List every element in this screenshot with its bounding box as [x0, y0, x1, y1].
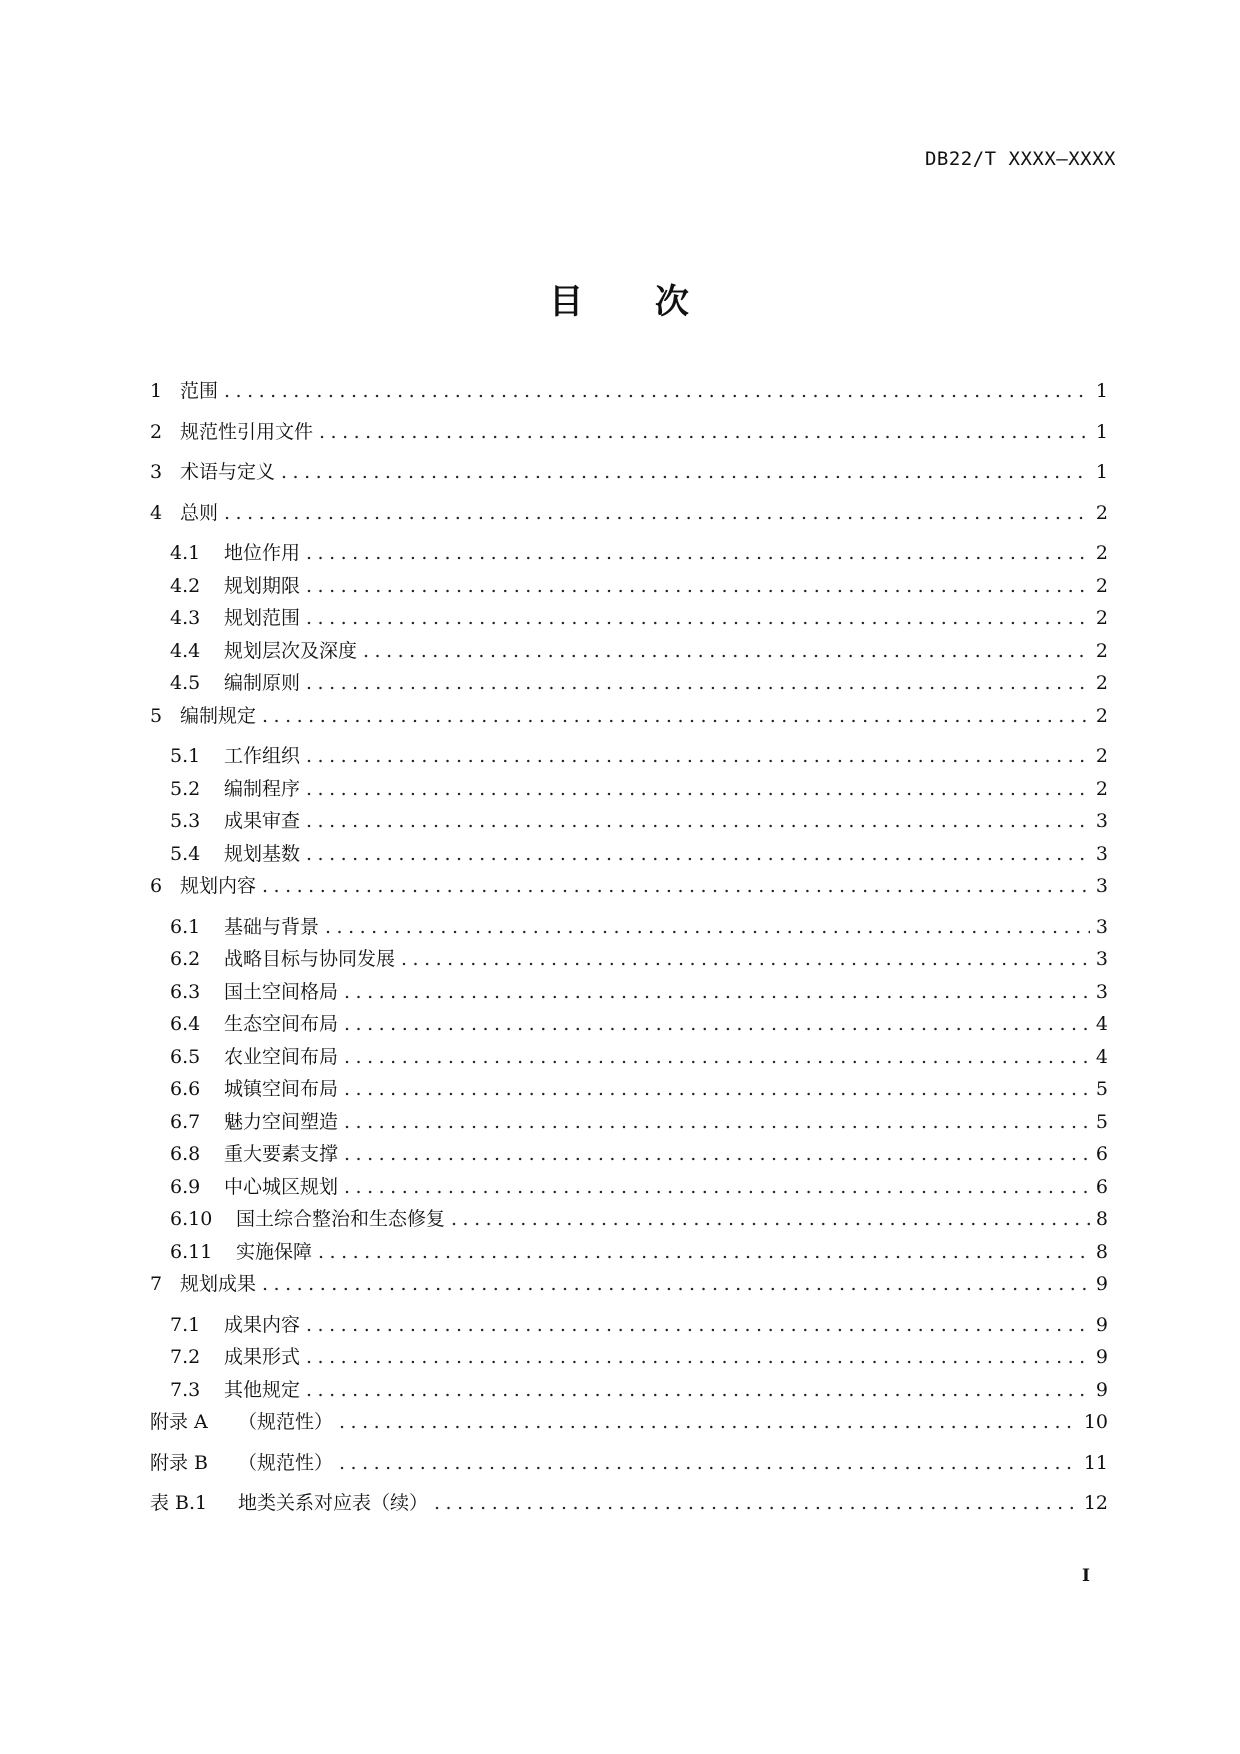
toc-entry-label: 地类关系对应表（续） [238, 1492, 429, 1514]
toc-entry-label: 范围 [180, 380, 219, 402]
toc-entry[interactable] [150, 944, 1108, 977]
toc-entry-number: 7 [150, 1273, 163, 1295]
toc-entry-number: 6.5 [170, 1045, 201, 1068]
document-code: DB22/T XXXX—XXXX [924, 148, 1116, 170]
toc-leader-dots [344, 1046, 1090, 1068]
toc-leader-dots [306, 1346, 1090, 1368]
toc-leader-dots [339, 1411, 1078, 1433]
page-title: 目 次 [549, 282, 691, 322]
toc-entry-page: 2 [1095, 777, 1108, 800]
toc-entry-page: 3 [1095, 948, 1108, 970]
toc-entry-page: 9 [1095, 1313, 1108, 1336]
toc-entry-label: 规划范围 [224, 607, 301, 629]
toc-entry-label: 总则 [180, 501, 219, 524]
toc-entry-number: 4.4 [170, 639, 201, 662]
page-number: I [1082, 1566, 1090, 1586]
toc-entry[interactable] [150, 376, 1108, 417]
toc-entry-page: 11 [1083, 1451, 1108, 1474]
toc-leader-dots [363, 640, 1090, 662]
toc-entry-number: 5.4 [170, 842, 201, 865]
toc-entry-number: 3 [150, 461, 163, 483]
toc-entry-number: 6.7 [170, 1110, 201, 1133]
toc-entry-number: 6.11 [170, 1240, 213, 1263]
toc-entry[interactable] [150, 1375, 1108, 1408]
toc-entry-label: 城镇空间布局 [224, 1078, 339, 1100]
toc-entry[interactable] [150, 636, 1108, 669]
toc-entry-label: 农业空间布局 [224, 1045, 339, 1068]
toc-entry-page: 3 [1095, 915, 1108, 938]
toc-entry-label: 成果形式 [224, 1346, 301, 1368]
toc-leader-dots [344, 1111, 1090, 1133]
toc-entry[interactable] [150, 839, 1108, 872]
toc-leader-dots [262, 705, 1090, 727]
toc-entry-label: 术语与定义 [180, 461, 276, 483]
toc-entry-number: 6 [150, 875, 163, 897]
toc-entry-number: 1 [150, 380, 163, 402]
toc-entry-label: 编制原则 [224, 672, 301, 694]
toc-leader-dots [306, 745, 1090, 767]
toc-entry-page: 1 [1095, 380, 1108, 402]
toc-entry-number: 5 [150, 704, 163, 727]
toc-entry-label: 规范性引用文件 [180, 420, 314, 443]
toc-entry[interactable] [150, 1074, 1108, 1107]
toc-entry-number: 6.1 [170, 915, 201, 938]
toc-leader-dots [306, 607, 1090, 629]
toc-entry[interactable] [150, 1009, 1108, 1042]
toc-leader-dots [344, 981, 1090, 1003]
toc-entry[interactable] [150, 1139, 1108, 1172]
toc-entry-number: 6.4 [170, 1013, 201, 1035]
toc-entry[interactable] [150, 1448, 1108, 1489]
toc-entry-number: 4.2 [170, 574, 201, 597]
toc-entry-page: 2 [1095, 639, 1108, 662]
toc-entry-number: 4 [150, 501, 163, 524]
toc-entry-label: 战略目标与协同发展 [224, 948, 396, 970]
toc-entry-page: 2 [1095, 501, 1108, 524]
toc-leader-dots [281, 461, 1090, 483]
toc-leader-dots [401, 948, 1090, 970]
toc-leader-dots [318, 1241, 1090, 1263]
toc-entry-page: 2 [1095, 704, 1108, 727]
toc-leader-dots [306, 810, 1090, 832]
toc-entry-label: （规范性） [238, 1451, 334, 1474]
toc-leader-dots [434, 1492, 1078, 1514]
toc-entry-page: 1 [1095, 420, 1108, 443]
toc-entry-page: 3 [1095, 875, 1108, 897]
toc-leader-dots [306, 1379, 1090, 1401]
toc-entry-label: 成果审查 [224, 810, 301, 832]
toc-entry-number: 附录 B [150, 1451, 209, 1474]
toc-entry[interactable] [150, 1269, 1108, 1310]
toc-leader-dots [306, 542, 1090, 564]
toc-entry-label: 规划基数 [224, 842, 301, 865]
toc-leader-dots [344, 1176, 1090, 1198]
toc-entry-number: 6.2 [170, 948, 201, 970]
toc-entry-label: 中心城区规划 [224, 1175, 339, 1198]
toc-leader-dots [306, 575, 1090, 597]
toc-entry-page: 12 [1083, 1492, 1108, 1514]
toc-entry[interactable] [150, 912, 1108, 945]
toc-entry-page: 2 [1095, 607, 1108, 629]
toc-entry[interactable] [150, 977, 1108, 1010]
toc-entry-number: 7.1 [170, 1313, 201, 1336]
toc-entry-number: 6.8 [170, 1143, 201, 1165]
toc-entry-page: 5 [1095, 1078, 1108, 1100]
toc-entry[interactable] [150, 701, 1108, 742]
toc-leader-dots [319, 421, 1090, 443]
toc-entry-number: 4.3 [170, 607, 201, 629]
toc-entry-page: 3 [1095, 980, 1108, 1003]
toc-leader-dots [306, 1314, 1090, 1336]
toc-entry[interactable] [150, 1204, 1108, 1237]
toc-entry-label: 规划内容 [180, 875, 257, 897]
toc-entry-number: 7.2 [170, 1346, 201, 1368]
toc-entry-number: 4.1 [170, 542, 201, 564]
toc-entry-page: 4 [1095, 1013, 1108, 1035]
toc-entry-page: 3 [1095, 810, 1108, 832]
toc-entry[interactable] [150, 571, 1108, 604]
toc-entry[interactable] [150, 1237, 1108, 1270]
toc-entry[interactable] [150, 603, 1108, 636]
toc-entry-number: 附录 A [150, 1411, 208, 1433]
toc-entry-label: 成果内容 [224, 1313, 301, 1336]
toc-entry-label: 规划层次及深度 [224, 639, 358, 662]
toc-leader-dots [306, 843, 1090, 865]
toc-entry-label: 规划期限 [224, 574, 301, 597]
toc-leader-dots [344, 1078, 1090, 1100]
toc-leader-dots [224, 502, 1090, 524]
toc-leader-dots [325, 916, 1090, 938]
toc-entry[interactable] [150, 498, 1108, 539]
toc-entry-page: 8 [1095, 1240, 1108, 1263]
toc-entry[interactable] [150, 1172, 1108, 1205]
toc-entry-number: 5.2 [170, 777, 201, 800]
toc-leader-dots [306, 778, 1090, 800]
toc-entry-label: 魅力空间塑造 [224, 1110, 339, 1133]
toc-entry[interactable] [150, 417, 1108, 458]
toc-leader-dots [224, 380, 1090, 402]
toc-entry-number: 7.3 [170, 1378, 201, 1401]
toc-entry[interactable] [150, 1042, 1108, 1075]
table-of-contents [150, 376, 1108, 1529]
toc-entry[interactable] [150, 1342, 1108, 1375]
toc-entry-page: 2 [1095, 672, 1108, 694]
toc-entry[interactable] [150, 1488, 1108, 1529]
toc-leader-dots [306, 672, 1090, 694]
toc-entry-label: 其他规定 [224, 1378, 301, 1401]
toc-entry-label: 国土空间格局 [224, 980, 339, 1003]
toc-entry[interactable] [150, 668, 1108, 701]
toc-entry-number: 2 [150, 420, 163, 443]
toc-leader-dots [262, 875, 1090, 897]
toc-entry-label: 地位作用 [224, 542, 301, 564]
toc-entry-number: 6.6 [170, 1078, 201, 1100]
toc-entry[interactable] [150, 457, 1108, 498]
toc-entry-label: 工作组织 [224, 745, 301, 767]
toc-entry-label: 规划成果 [180, 1273, 257, 1295]
toc-entry[interactable] [150, 741, 1108, 774]
toc-entry-page: 8 [1095, 1208, 1108, 1230]
toc-entry-label: 基础与背景 [224, 915, 320, 938]
toc-leader-dots [344, 1013, 1090, 1035]
toc-entry-page: 9 [1095, 1273, 1108, 1295]
toc-entry-page: 9 [1095, 1378, 1108, 1401]
toc-entry[interactable] [150, 1407, 1108, 1448]
toc-leader-dots [344, 1143, 1090, 1165]
toc-entry[interactable] [150, 774, 1108, 807]
toc-entry-page: 9 [1095, 1346, 1108, 1368]
toc-entry-label: 生态空间布局 [224, 1013, 339, 1035]
toc-leader-dots [451, 1208, 1090, 1230]
toc-entry-label: 编制程序 [224, 777, 301, 800]
toc-entry-page: 10 [1083, 1411, 1108, 1433]
toc-entry-page: 2 [1095, 574, 1108, 597]
toc-entry[interactable] [150, 538, 1108, 571]
toc-entry[interactable] [150, 1310, 1108, 1343]
toc-entry-label: 实施保障 [236, 1240, 313, 1263]
toc-entry-page: 3 [1095, 842, 1108, 865]
toc-entry-label: 重大要素支撑 [224, 1143, 339, 1165]
toc-entry-number: 6.9 [170, 1175, 201, 1198]
toc-entry-page: 2 [1095, 745, 1108, 767]
toc-entry-page: 6 [1095, 1175, 1108, 1198]
toc-entry-label: 编制规定 [180, 704, 257, 727]
toc-entry-page: 1 [1095, 461, 1108, 483]
toc-entry-page: 5 [1095, 1110, 1108, 1133]
toc-entry-label: （规范性） [238, 1411, 334, 1433]
toc-leader-dots [339, 1452, 1078, 1474]
toc-entry-number: 5.3 [170, 810, 201, 832]
toc-entry-number: 6.10 [170, 1208, 213, 1230]
toc-entry[interactable] [150, 806, 1108, 839]
toc-entry-label: 国土综合整治和生态修复 [236, 1208, 446, 1230]
toc-entry-page: 2 [1095, 542, 1108, 564]
toc-entry-number: 4.5 [170, 672, 201, 694]
toc-entry-number: 6.3 [170, 980, 201, 1003]
toc-entry-number: 5.1 [170, 745, 201, 767]
toc-entry-page: 4 [1095, 1045, 1108, 1068]
toc-entry[interactable] [150, 1107, 1108, 1140]
toc-leader-dots [262, 1273, 1090, 1295]
toc-entry-number: 表 B.1 [150, 1492, 208, 1514]
toc-entry[interactable] [150, 871, 1108, 912]
toc-entry-page: 6 [1095, 1143, 1108, 1165]
